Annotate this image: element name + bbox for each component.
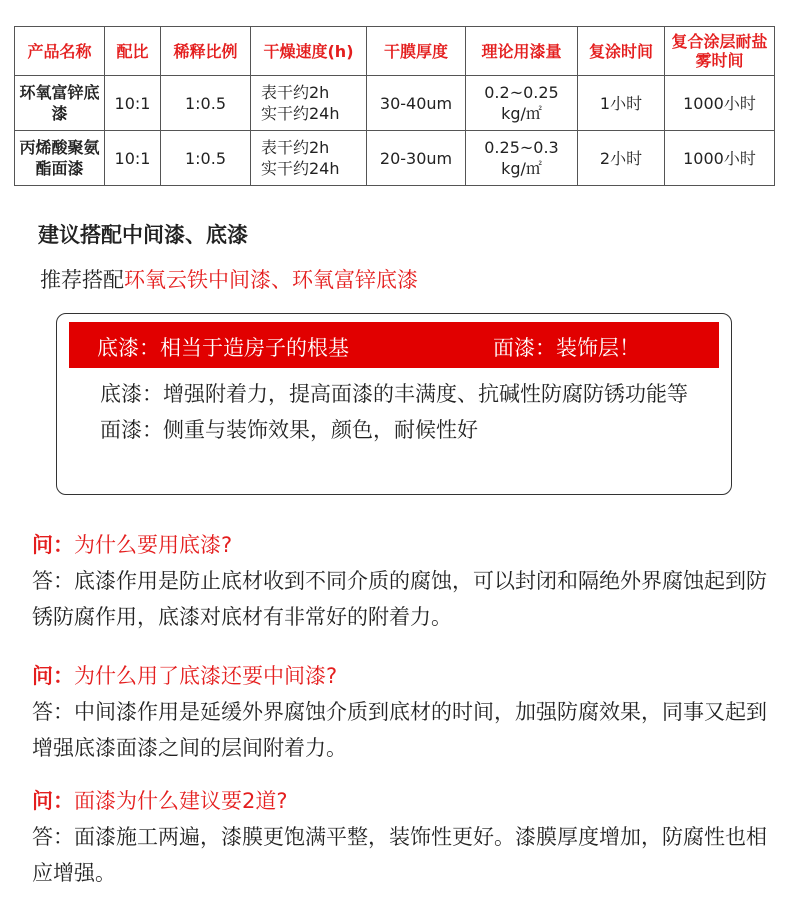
- recoat-cell: 2小时: [578, 131, 665, 186]
- ratio-cell: 10:1: [105, 76, 161, 131]
- usage-unit: kg/㎡: [501, 104, 542, 123]
- recommendation-prefix: 推荐搭配: [40, 268, 124, 292]
- question-label: 问：: [32, 789, 74, 813]
- question-text: 面漆为什么建议要2道?: [74, 789, 288, 813]
- table-row: [15, 131, 775, 186]
- qa-item: [32, 527, 772, 635]
- qa-answer: 答：面漆施工两遍，漆膜更饱满平整，装饰性更好。漆膜厚度增加，防腐性也相应增强。: [32, 825, 767, 885]
- dry-speed-cell: [251, 76, 367, 131]
- question-text: 为什么用了底漆还要中间漆?: [74, 664, 338, 688]
- salt-spray-cell: 1000小时: [665, 131, 775, 186]
- header-product-name: 产品名称: [15, 27, 105, 76]
- header-dilution: 稀释比例: [161, 27, 251, 76]
- topcoat-description: 面漆：侧重与装饰效果，颜色，耐候性好: [100, 418, 478, 442]
- usage-value: 0.25~0.3: [484, 138, 559, 157]
- thickness-cell: 30-40um: [367, 76, 466, 131]
- banner-primer-text: 底漆：相当于造房子的根基: [97, 336, 349, 360]
- qa-question: [32, 658, 772, 694]
- header-recoat: 复涂时间: [578, 27, 665, 76]
- qa-answer: 答：底漆作用是防止底材收到不同介质的腐蚀，可以封闭和隔绝外界腐蚀起到防锈防腐作用，底漆对底材有非常好的附着力。: [32, 569, 767, 629]
- usage-cell: [466, 76, 578, 131]
- thickness-cell: 20-30um: [367, 131, 466, 186]
- dilution-cell: 1:0.5: [161, 131, 251, 186]
- question-label: 问：: [32, 533, 74, 557]
- qa-question: [32, 527, 772, 563]
- table-header-row: [15, 27, 775, 76]
- header-salt-spray: 复合涂层耐盐雾时间: [665, 27, 775, 76]
- recommendation-highlight: 环氧云铁中间漆、环氧富锌底漆: [124, 268, 418, 292]
- primer-description: 底漆：增强附着力，提高面漆的丰满度、抗碱性防腐防锈功能等: [100, 382, 688, 406]
- usage-cell: [466, 131, 578, 186]
- info-box-body: [100, 376, 720, 448]
- dry-hard-text: 实干约24h: [261, 159, 340, 178]
- usage-unit: kg/㎡: [501, 159, 542, 178]
- usage-value: 0.2~0.25: [484, 83, 559, 102]
- qa-item: [32, 783, 772, 891]
- header-usage: 理论用漆量: [466, 27, 578, 76]
- dry-surface-text: 表干约2h: [261, 83, 330, 102]
- question-label: 问：: [32, 664, 74, 688]
- primer-topcoat-info-box: [56, 313, 732, 495]
- qa-question: [32, 783, 772, 819]
- header-ratio: 配比: [105, 27, 161, 76]
- product-name-cell: 环氧富锌底漆: [15, 76, 105, 131]
- dilution-cell: 1:0.5: [161, 76, 251, 131]
- header-thickness: 干膜厚度: [367, 27, 466, 76]
- dry-surface-text: 表干约2h: [261, 138, 330, 157]
- qa-item: [32, 658, 772, 766]
- question-text: 为什么要用底漆?: [74, 533, 233, 557]
- spec-table: [14, 26, 775, 186]
- ratio-cell: 10:1: [105, 131, 161, 186]
- dry-speed-cell: [251, 131, 367, 186]
- dry-hard-text: 实干约24h: [261, 104, 340, 123]
- qa-answer: 答：中间漆作用是延缓外界腐蚀介质到底材的时间，加强防腐效果，同事又起到增强底漆面漆之间的层间附着力。: [32, 700, 767, 760]
- product-name-cell: 丙烯酸聚氨酯面漆: [15, 131, 105, 186]
- recoat-cell: 1小时: [578, 76, 665, 131]
- banner-topcoat-text: 面漆：装饰层！: [493, 336, 640, 360]
- recommendation-line: [40, 264, 418, 294]
- salt-spray-cell: 1000小时: [665, 76, 775, 131]
- table-row: [15, 76, 775, 131]
- info-red-banner: [69, 322, 719, 368]
- header-dry-speed: 干燥速度(h): [251, 27, 367, 76]
- suggestion-title: 建议搭配中间漆、底漆: [38, 222, 248, 247]
